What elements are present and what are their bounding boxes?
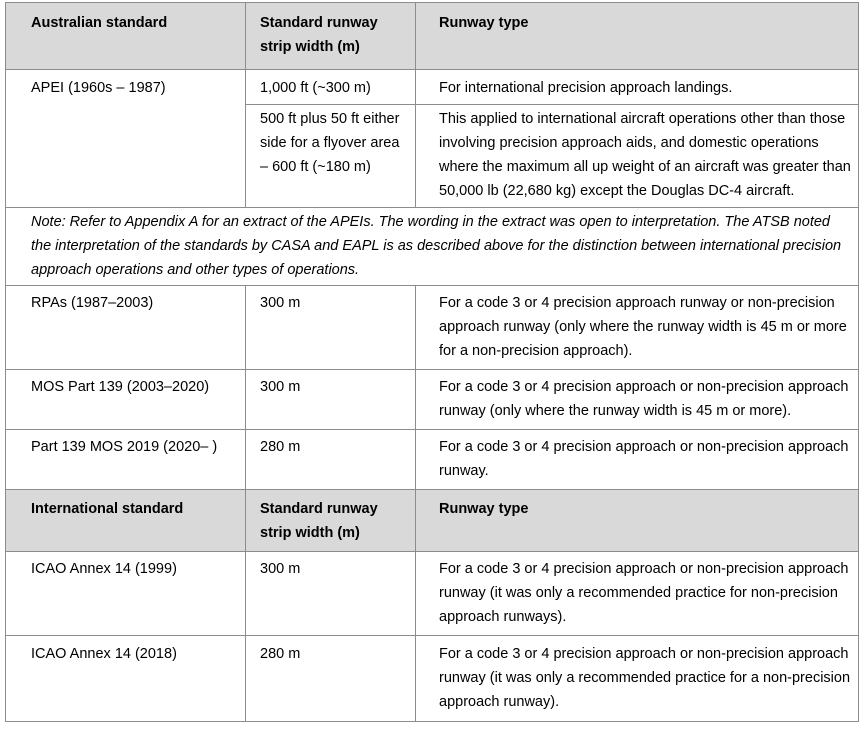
apei-width-cell-2: 500 ft plus 50 ft either side for a flyover area – 600 ft (~180 m) xyxy=(246,105,416,208)
width-cell: 280 m xyxy=(246,636,416,722)
header-international-standard: International standard xyxy=(6,490,246,552)
runway-type-cell: For a code 3 or 4 precision approach or non-precision approach runway. xyxy=(416,430,859,490)
table-row xyxy=(6,70,859,105)
international-header-row xyxy=(6,490,859,552)
apei-type-cell-1: For international precision approach landings. xyxy=(416,70,859,105)
header-strip-width: Standard runway strip width (m) xyxy=(246,3,416,70)
runway-type-cell: For a code 3 or 4 precision approach or non-precision approach runway (only where the runway width is 45 m or more). xyxy=(416,370,859,430)
apei-note: Note: Refer to Appendix A for an extract of the APEIs. The wording in the extract was open to interpretation. The ATSB noted the interpretation of the standards by CASA and EAPL is as described above for the distinction between international precision approach operations and other types of operations. xyxy=(6,208,859,286)
table-row xyxy=(6,552,859,636)
note-row xyxy=(6,208,859,286)
standard-cell: Part 139 MOS 2019 (2020– ) xyxy=(6,430,246,490)
header-australian-standard: Australian standard xyxy=(6,3,246,70)
width-cell: 280 m xyxy=(246,430,416,490)
standard-cell: MOS Part 139 (2003–2020) xyxy=(6,370,246,430)
header-strip-width: Standard runway strip width (m) xyxy=(246,490,416,552)
runway-type-cell: For a code 3 or 4 precision approach or non-precision approach runway (it was only a recommended practice for a non-precision approach runway). xyxy=(416,636,859,722)
width-cell: 300 m xyxy=(246,370,416,430)
header-runway-type: Runway type xyxy=(416,3,859,70)
apei-type-cell-2: This applied to international aircraft operations other than those involving precision approach aids, and domestic operations where the maximum all up weight of an aircraft was greater than 50,000 lb (22,680 kg) except the Douglas DC-4 aircraft. xyxy=(416,105,859,208)
standard-cell: ICAO Annex 14 (1999) xyxy=(6,552,246,636)
standard-cell: RPAs (1987–2003) xyxy=(6,286,246,370)
table-row xyxy=(6,636,859,722)
table-row xyxy=(6,286,859,370)
australian-header-row xyxy=(6,3,859,70)
width-cell: 300 m xyxy=(246,286,416,370)
runway-strip-standards-table xyxy=(5,2,859,722)
table-row xyxy=(6,370,859,430)
header-runway-type: Runway type xyxy=(416,490,859,552)
runway-type-cell: For a code 3 or 4 precision approach runway or non-precision approach runway (only where the runway width is 45 m or more for a non-precision approach). xyxy=(416,286,859,370)
apei-standard-cell: APEI (1960s – 1987) xyxy=(6,70,246,208)
width-cell: 300 m xyxy=(246,552,416,636)
runway-type-cell: For a code 3 or 4 precision approach or non-precision approach runway (it was only a recommended practice for non-precision approach runways). xyxy=(416,552,859,636)
apei-width-cell-1: 1,000 ft (~300 m) xyxy=(246,70,416,105)
standard-cell: ICAO Annex 14 (2018) xyxy=(6,636,246,722)
table-row xyxy=(6,430,859,490)
